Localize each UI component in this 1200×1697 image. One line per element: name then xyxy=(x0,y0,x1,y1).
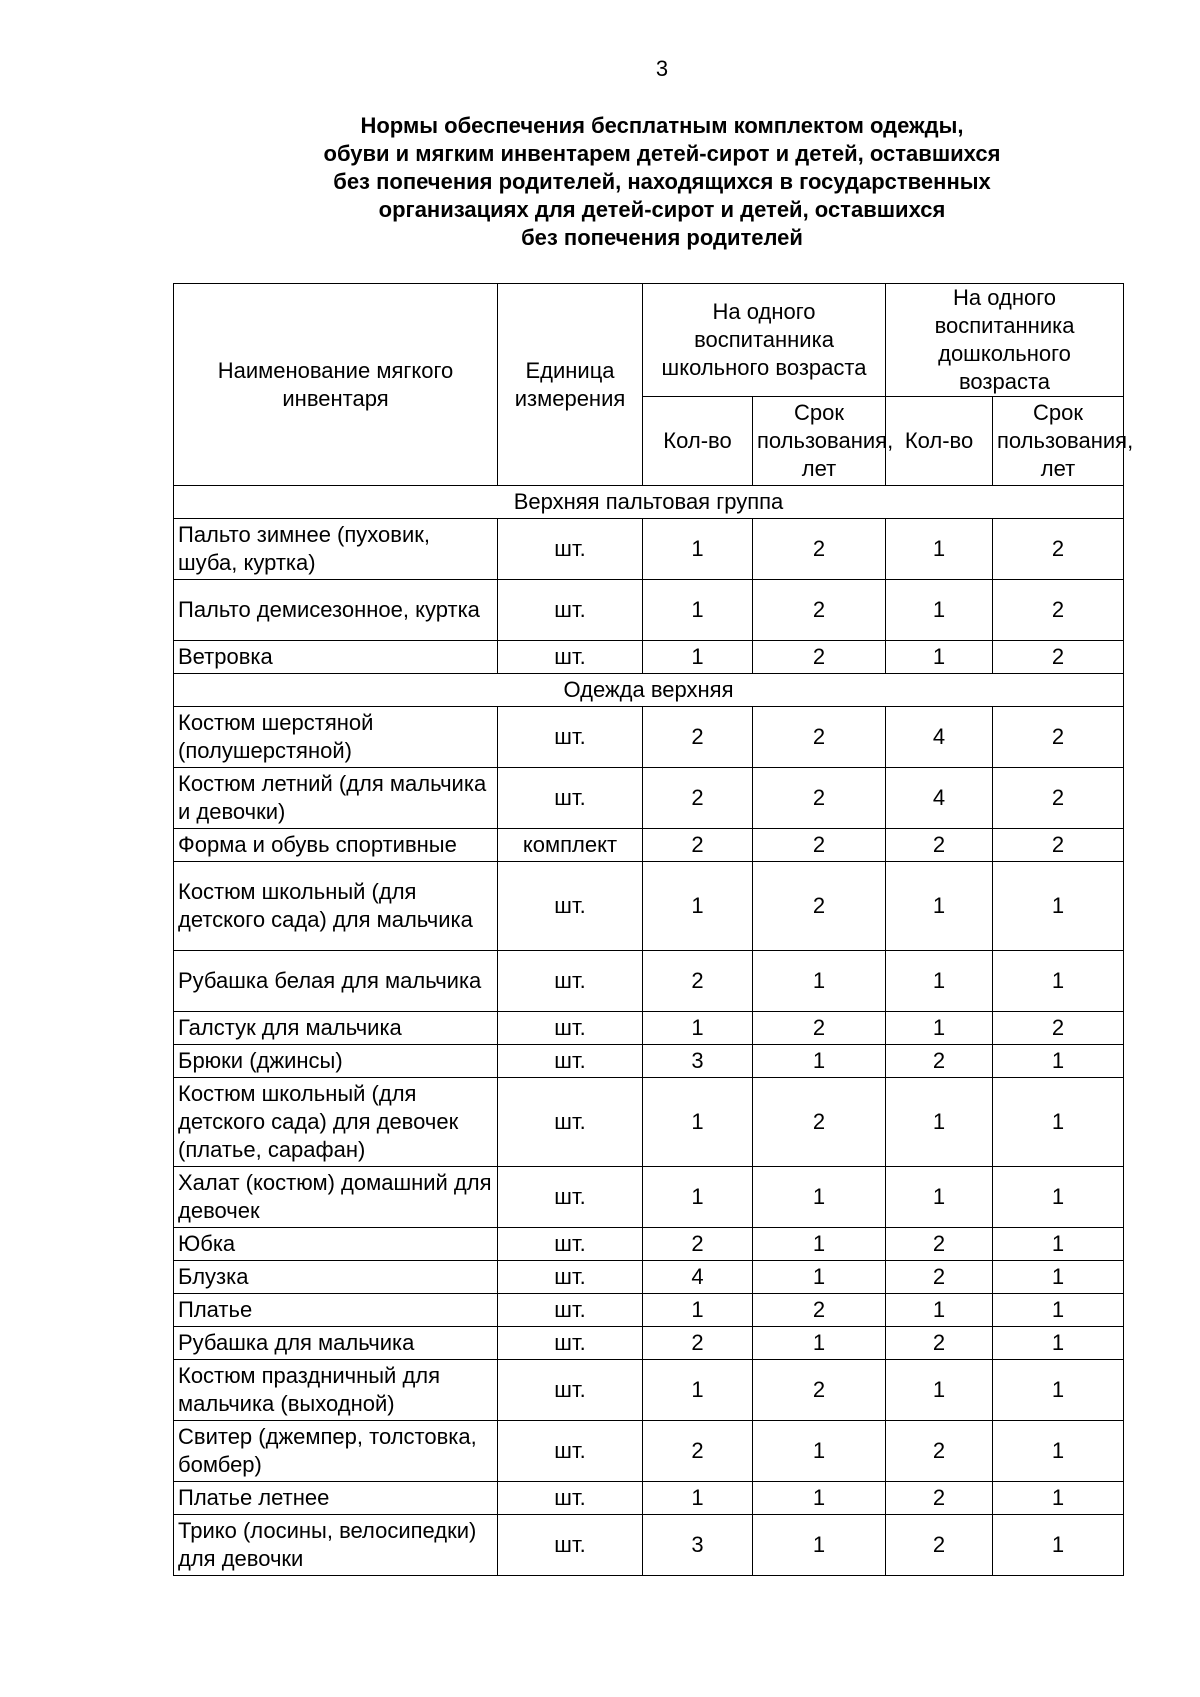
school-qty-cell: 2 xyxy=(643,1421,753,1482)
preschool-qty-cell: 4 xyxy=(886,768,993,829)
preschool-qty-cell: 1 xyxy=(886,1360,993,1421)
table-row xyxy=(174,707,1124,768)
school-qty-cell: 2 xyxy=(643,1228,753,1261)
preschool-term-cell: 1 xyxy=(993,862,1124,951)
preschool-term-cell: 2 xyxy=(993,1012,1124,1045)
school-qty-cell: 1 xyxy=(643,641,753,674)
preschool-term-cell: 1 xyxy=(993,1228,1124,1261)
section-row xyxy=(174,674,1124,707)
table-row xyxy=(174,1327,1124,1360)
preschool-qty-cell: 1 xyxy=(886,862,993,951)
item-name-cell: Костюм праздничный для мальчика (выходной) xyxy=(174,1360,498,1421)
preschool-qty-cell: 1 xyxy=(886,1012,993,1045)
unit-cell: шт. xyxy=(498,1294,643,1327)
preschool-term-cell: 1 xyxy=(993,1482,1124,1515)
unit-cell: шт. xyxy=(498,1421,643,1482)
preschool-term-cell: 2 xyxy=(993,641,1124,674)
preschool-qty-cell: 1 xyxy=(886,1167,993,1228)
preschool-term-cell: 1 xyxy=(993,1421,1124,1482)
item-name-cell: Трико (лосины, велосипедки) для девочки xyxy=(174,1515,498,1576)
preschool-qty-cell: 1 xyxy=(886,951,993,1012)
preschool-term-cell: 2 xyxy=(993,580,1124,641)
table-row xyxy=(174,1515,1124,1576)
preschool-qty-cell: 2 xyxy=(886,829,993,862)
title-line: без попечения родителей, находящихся в государственных xyxy=(333,169,991,194)
unit-cell: шт. xyxy=(498,1012,643,1045)
school-qty-cell: 2 xyxy=(643,951,753,1012)
table-row xyxy=(174,641,1124,674)
unit-cell: шт. xyxy=(498,1261,643,1294)
preschool-qty-cell: 4 xyxy=(886,707,993,768)
preschool-term-cell: 1 xyxy=(993,1167,1124,1228)
school-qty-cell: 1 xyxy=(643,862,753,951)
unit-cell: шт. xyxy=(498,1045,643,1078)
table-row xyxy=(174,1421,1124,1482)
item-name-cell: Халат (костюм) домашний для девочек xyxy=(174,1167,498,1228)
table-row xyxy=(174,862,1124,951)
unit-cell: шт. xyxy=(498,1228,643,1261)
table-header xyxy=(174,284,1134,486)
school-term-cell: 2 xyxy=(753,1294,886,1327)
document-title xyxy=(250,112,1074,252)
school-term-cell: 1 xyxy=(753,1045,886,1078)
preschool-term-cell: 1 xyxy=(993,951,1124,1012)
unit-cell: шт. xyxy=(498,580,643,641)
table-row xyxy=(174,1294,1124,1327)
preschool-term-cell: 1 xyxy=(993,1045,1124,1078)
unit-cell: шт. xyxy=(498,519,643,580)
table-row xyxy=(174,1482,1124,1515)
school-term-cell: 2 xyxy=(753,1012,886,1045)
item-name-cell: Свитер (джемпер, толстовка, бомбер) xyxy=(174,1421,498,1482)
school-qty-cell: 1 xyxy=(643,580,753,641)
table-body xyxy=(174,486,1124,1576)
preschool-qty-cell: 1 xyxy=(886,519,993,580)
header-school: На одного воспитанника школьного возраста xyxy=(643,284,886,397)
preschool-qty-cell: 1 xyxy=(886,1294,993,1327)
unit-cell: шт. xyxy=(498,1078,643,1167)
school-qty-cell: 1 xyxy=(643,1294,753,1327)
unit-cell: комплект xyxy=(498,829,643,862)
school-term-cell: 2 xyxy=(753,1078,886,1167)
item-name-cell: Ветровка xyxy=(174,641,498,674)
section-title: Одежда верхняя xyxy=(174,674,1124,707)
school-term-cell: 2 xyxy=(753,707,886,768)
item-name-cell: Блузка xyxy=(174,1261,498,1294)
title-line: организациях для детей-сирот и детей, оставшихся xyxy=(378,197,946,222)
school-term-cell: 1 xyxy=(753,1482,886,1515)
title-line: Нормы обеспечения бесплатным комплектом одежды, xyxy=(360,113,964,138)
preschool-qty-cell: 2 xyxy=(886,1045,993,1078)
item-name-cell: Костюм летний (для мальчика и девочки) xyxy=(174,768,498,829)
unit-cell: шт. xyxy=(498,862,643,951)
preschool-qty-cell: 2 xyxy=(886,1515,993,1576)
preschool-term-cell: 1 xyxy=(993,1327,1124,1360)
table-row xyxy=(174,1360,1124,1421)
school-term-cell: 2 xyxy=(753,768,886,829)
table-row xyxy=(174,951,1124,1012)
school-term-cell: 1 xyxy=(753,1261,886,1294)
school-qty-cell: 2 xyxy=(643,707,753,768)
header-preschool-qty: Кол-во xyxy=(886,397,993,486)
unit-cell: шт. xyxy=(498,1327,643,1360)
school-qty-cell: 1 xyxy=(643,1078,753,1167)
item-name-cell: Юбка xyxy=(174,1228,498,1261)
item-name-cell: Платье летнее xyxy=(174,1482,498,1515)
unit-cell: шт. xyxy=(498,707,643,768)
preschool-term-cell: 1 xyxy=(993,1294,1124,1327)
school-term-cell: 1 xyxy=(753,1515,886,1576)
school-term-cell: 2 xyxy=(753,641,886,674)
item-name-cell: Костюм школьный (для детского сада) для девочек (платье, сарафан) xyxy=(174,1078,498,1167)
school-term-cell: 2 xyxy=(753,580,886,641)
school-qty-cell: 1 xyxy=(643,1482,753,1515)
unit-cell: шт. xyxy=(498,641,643,674)
school-qty-cell: 2 xyxy=(643,829,753,862)
section-row xyxy=(174,486,1124,519)
table-row xyxy=(174,1261,1124,1294)
school-qty-cell: 3 xyxy=(643,1515,753,1576)
school-qty-cell: 2 xyxy=(643,1327,753,1360)
unit-cell: шт. xyxy=(498,1167,643,1228)
school-qty-cell: 3 xyxy=(643,1045,753,1078)
school-term-cell: 1 xyxy=(753,1327,886,1360)
header-unit: Единица измерения xyxy=(498,284,643,486)
preschool-qty-cell: 2 xyxy=(886,1421,993,1482)
preschool-term-cell: 1 xyxy=(993,1261,1124,1294)
school-qty-cell: 1 xyxy=(643,519,753,580)
item-name-cell: Костюм школьный (для детского сада) для мальчика xyxy=(174,862,498,951)
item-name-cell: Форма и обувь спортивные xyxy=(174,829,498,862)
title-line: без попечения родителей xyxy=(521,225,803,250)
header-preschool: На одного воспитанника дошкольного возраста xyxy=(886,284,1124,397)
school-qty-cell: 1 xyxy=(643,1360,753,1421)
table-row xyxy=(174,1078,1124,1167)
header-school-term: Срок пользования, лет xyxy=(753,397,886,486)
table-row xyxy=(174,768,1124,829)
table-row xyxy=(174,829,1124,862)
preschool-term-cell: 1 xyxy=(993,1360,1124,1421)
norms-table xyxy=(173,283,1134,1576)
preschool-term-cell: 2 xyxy=(993,519,1124,580)
preschool-qty-cell: 2 xyxy=(886,1482,993,1515)
preschool-qty-cell: 2 xyxy=(886,1228,993,1261)
item-name-cell: Костюм шерстяной (полушерстяной) xyxy=(174,707,498,768)
unit-cell: шт. xyxy=(498,768,643,829)
item-name-cell: Галстук для мальчика xyxy=(174,1012,498,1045)
section-title: Верхняя пальтовая группа xyxy=(174,486,1124,519)
preschool-term-cell: 1 xyxy=(993,1078,1124,1167)
school-qty-cell: 2 xyxy=(643,768,753,829)
school-term-cell: 2 xyxy=(753,862,886,951)
school-qty-cell: 4 xyxy=(643,1261,753,1294)
preschool-qty-cell: 1 xyxy=(886,580,993,641)
item-name-cell: Пальто демисезонное, куртка xyxy=(174,580,498,641)
preschool-term-cell: 2 xyxy=(993,829,1124,862)
school-qty-cell: 1 xyxy=(643,1012,753,1045)
preschool-qty-cell: 1 xyxy=(886,1078,993,1167)
item-name-cell: Брюки (джинсы) xyxy=(174,1045,498,1078)
item-name-cell: Платье xyxy=(174,1294,498,1327)
school-term-cell: 1 xyxy=(753,1167,886,1228)
preschool-term-cell: 2 xyxy=(993,768,1124,829)
school-term-cell: 1 xyxy=(753,1228,886,1261)
header-school-qty: Кол-во xyxy=(643,397,753,486)
school-qty-cell: 1 xyxy=(643,1167,753,1228)
table-row xyxy=(174,1228,1124,1261)
header-name: Наименование мягкого инвентаря xyxy=(174,284,498,486)
preschool-term-cell: 2 xyxy=(993,707,1124,768)
preschool-qty-cell: 2 xyxy=(886,1327,993,1360)
preschool-term-cell: 1 xyxy=(993,1515,1124,1576)
school-term-cell: 1 xyxy=(753,1421,886,1482)
unit-cell: шт. xyxy=(498,951,643,1012)
header-preschool-term: Срок пользования, лет xyxy=(993,397,1124,486)
unit-cell: шт. xyxy=(498,1360,643,1421)
school-term-cell: 1 xyxy=(753,951,886,1012)
title-line: обуви и мягким инвентарем детей-сирот и детей, оставшихся xyxy=(323,141,1001,166)
item-name-cell: Пальто зимнее (пуховик, шуба, куртка) xyxy=(174,519,498,580)
item-name-cell: Рубашка белая для мальчика xyxy=(174,951,498,1012)
preschool-qty-cell: 2 xyxy=(886,1261,993,1294)
school-term-cell: 2 xyxy=(753,829,886,862)
school-term-cell: 2 xyxy=(753,519,886,580)
item-name-cell: Рубашка для мальчика xyxy=(174,1327,498,1360)
table-row xyxy=(174,580,1124,641)
preschool-qty-cell: 1 xyxy=(886,641,993,674)
page-number: 3 xyxy=(655,56,669,81)
unit-cell: шт. xyxy=(498,1515,643,1576)
unit-cell: шт. xyxy=(498,1482,643,1515)
table-row xyxy=(174,519,1124,580)
table-row xyxy=(174,1167,1124,1228)
table-row xyxy=(174,1012,1124,1045)
school-term-cell: 2 xyxy=(753,1360,886,1421)
table-row xyxy=(174,1045,1124,1078)
